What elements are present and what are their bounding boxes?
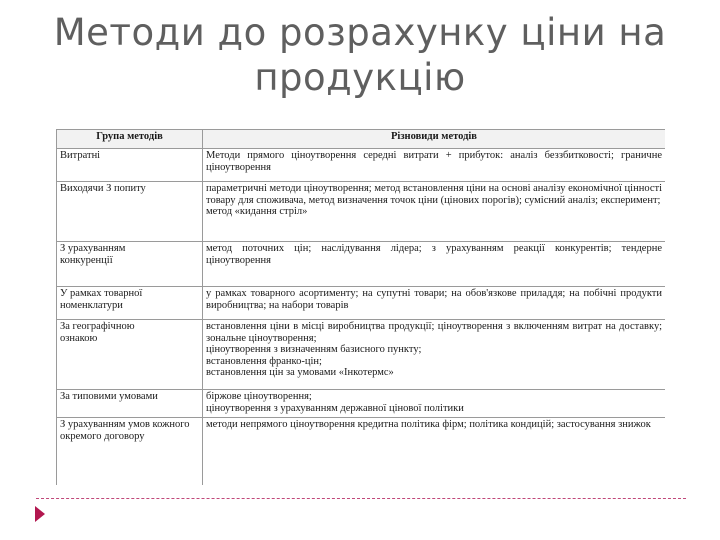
triangle-bullet-icon: [35, 506, 45, 522]
table-header-row: [57, 130, 666, 149]
header-group: Група методів: [57, 130, 203, 149]
cell-group: За географічною ознакою: [57, 320, 203, 390]
cell-methods: метод поточних цін; наслідування лідера; з урахуванням реакції конкурентів; тендерне ціноутворення: [203, 242, 666, 287]
table-row: [57, 149, 666, 182]
cell-methods: параметричні методи ціноутворення; метод встановлення ціни на основі аналізу економічної цінності товару для споживача, метод визначення точок ціни (цінових порогів); сумісний аналіз; експеримент; метод «кидання стріл»: [203, 182, 666, 242]
footer-divider: [36, 498, 686, 499]
cell-methods: встановлення ціни в місці виробництва продукції; ціноутворення з включенням витрат на доставку; зональне ціноутворення; ціноутворення з визначенням базисного пункту; встановлення франко-цін; встановлення цін за умовами «Інкотермс»: [203, 320, 666, 390]
cell-methods: у рамках товарного асортименту; на супутні товари; на обов'язкове приладдя; на побічні продукти виробництва; на набори товарів: [203, 287, 666, 320]
table-row: [57, 390, 666, 418]
cell-methods: методи непрямого ціноутворення кредитна політика фірм; політика кондицій; застосування знижок: [203, 418, 666, 486]
header-methods: Різновиди методів: [203, 130, 666, 149]
methods-table: [56, 129, 665, 485]
cell-group: З урахуванням умов кожного окремого договору: [57, 418, 203, 486]
cell-group: У рамках товарної номенклатури: [57, 287, 203, 320]
cell-methods: біржове ціноутворення; ціноутворення з урахуванням державної цінової політики: [203, 390, 666, 418]
table-row: [57, 287, 666, 320]
table-row: [57, 182, 666, 242]
methods-table-container: [56, 129, 665, 485]
table-row: [57, 418, 666, 486]
cell-group: Витратні: [57, 149, 203, 182]
table-row: [57, 320, 666, 390]
table-row: [57, 242, 666, 287]
cell-group: З урахуванням конкуренції: [57, 242, 203, 287]
cell-methods: Методи прямого ціноутворення середні витрати + прибуток: аналіз беззбитковості; граничне ціноутворення: [203, 149, 666, 182]
cell-group: Виходячи З попиту: [57, 182, 203, 242]
cell-group: За типовими умовами: [57, 390, 203, 418]
slide-title: Методи до розрахунку ціни на продукцію: [53, 11, 667, 99]
